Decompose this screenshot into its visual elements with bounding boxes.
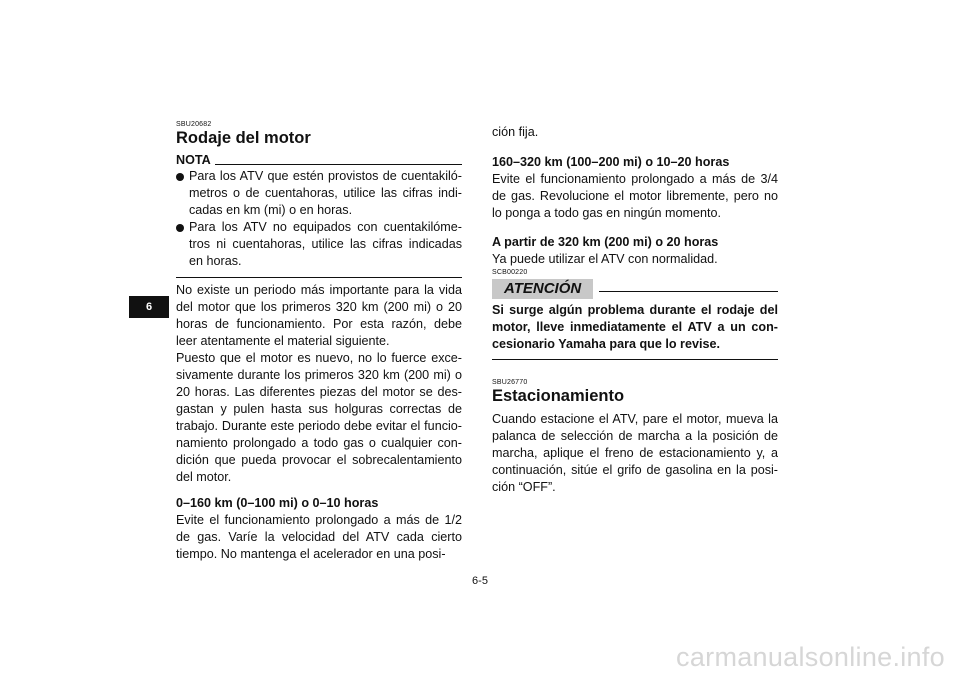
nota-end-rule — [176, 277, 462, 278]
paragraph: Cuando estacione el ATV, pare el motor, mueva la palanca de selección de marcha a la posición de marcha, aplique el freno de estacionamiento y, a continuación, sitúe el grifo de gasolina en la posi-ción “OFF”. — [492, 412, 778, 494]
watermark: carmanualsonline.info — [676, 642, 945, 672]
chapter-tab: 6 — [129, 296, 169, 318]
atencion-text: Si surge algún problema durante el rodaje del motor, lleve inmediatamente el ATV a un con-cesionario Yamaha para que lo revise. — [492, 303, 778, 351]
subheading: 0–160 km (0–100 mi) o 0–10 horas — [176, 496, 379, 510]
nota-rule — [215, 164, 462, 165]
bullet-icon — [176, 224, 184, 232]
subheading: 160–320 km (100–200 mi) o 10–20 horas — [492, 155, 730, 169]
nota-list — [176, 168, 462, 270]
paragraph: Evite el funcionamiento prolongado a más de 3/4 de gas. Revolucione el motor libremente, pero no lo ponga a todo gas en ningún momento. — [492, 172, 778, 220]
nota-label: NOTA — [176, 153, 211, 167]
nota-header — [176, 153, 462, 168]
atencion-header — [492, 279, 778, 299]
nota-item: Para los ATV no equipados con cuentakilóme-tros ni cuentahoras, utilice las cifras indicadas en horas. — [176, 219, 462, 270]
atencion-label: ATENCIÓN — [492, 279, 593, 299]
bullet-icon — [176, 173, 184, 181]
section-code: SBU20682 — [176, 121, 212, 128]
paragraph: Puesto que el motor es nuevo, no lo fuerce exce-sivamente durante los primeros 320 km (200 mi) o 20 horas. Las diferentes piezas del motor se des-gastan y pulen hasta sus holguras correctas de trabajo. Durante este periodo debe evitar el funcio-namiento prolongado a todo gas o cualquier con-dición que pueda provocar el sobrecalentamiento del motor. — [176, 351, 462, 484]
section-code: SBU26770 — [492, 379, 528, 386]
paragraph: ción fija. — [492, 125, 539, 139]
nota-item: Para los ATV que estén provistos de cuentakiló-metros o de cuentahoras, utilice las cifras indi-cadas en km (mi) o en horas. — [176, 168, 462, 219]
paragraph: No existe un periodo más importante para la vida del motor que los primeros 320 km (200 mi) o 20 horas de funcionamiento. Por esta razón, debe leer atentamente el material siguiente. — [176, 283, 462, 348]
subheading: A partir de 320 km (200 mi) o 20 horas — [492, 235, 719, 249]
right-column — [492, 124, 778, 496]
section-title-rodaje: Rodaje del motor — [176, 129, 311, 147]
atencion-rule — [599, 291, 778, 292]
paragraph: Evite el funcionamiento prolongado a más de 1/2 de gas. Varíe la velocidad del ATV cada cierto tiempo. No mantenga el acelerador en una posi- — [176, 513, 462, 561]
left-column — [176, 120, 462, 563]
section-code: SCB00220 — [492, 269, 528, 276]
section-title-estacionamiento: Estacionamiento — [492, 387, 625, 405]
paragraph: Ya puede utilizar el ATV con normalidad. — [492, 252, 718, 266]
page-number: 6-5 — [472, 575, 488, 587]
